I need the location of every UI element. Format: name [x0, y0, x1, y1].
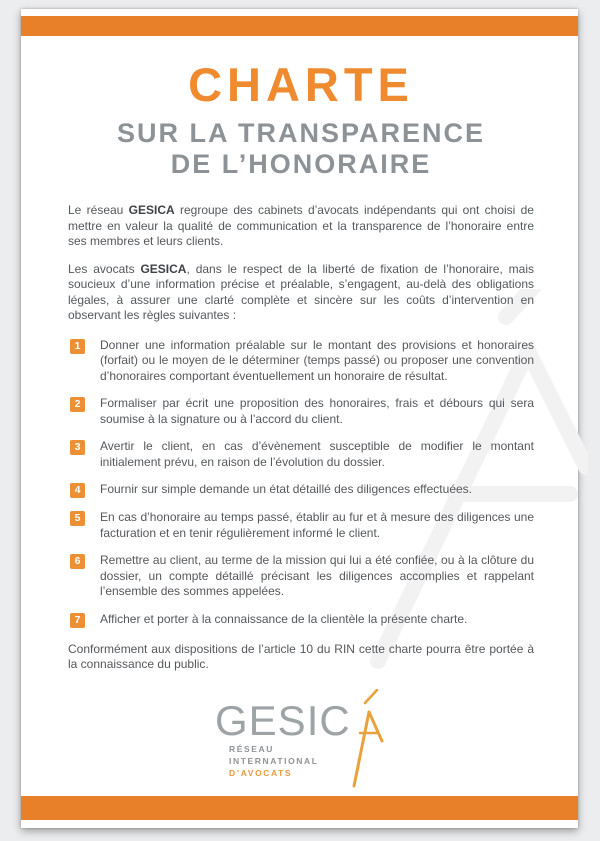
- intro-paragraph-1: [68, 203, 534, 250]
- rule-number-badge: 7: [70, 613, 85, 628]
- rule-number-badge: 5: [70, 511, 85, 526]
- gesica-logo: [215, 691, 387, 791]
- intro-2-post: , dans le respect de la liberté de fixation de l’honoraire, mais soucieux d’une information précise et préalable, s’engagent, au-delà des obligations légales, à assurer une clarté complète et sincère sur les coûts d’intervention en observant les règles suivantes :: [68, 261, 534, 322]
- page-title: CHARTE: [188, 58, 414, 111]
- tagline-reseau: RÉSEAU: [229, 743, 275, 754]
- rule-item-1: [68, 338, 534, 385]
- intro-1-pre: Le réseau: [68, 203, 129, 217]
- rule-text: En cas d’honoraire au temps passé, établir au fur et à mesure des diligences une facturation et en tenir régulièrement informé le client.: [100, 510, 534, 540]
- rule-text: Formaliser par écrit une proposition des honoraires, frais et débours qui sera soumise à la signature ou à l’accord du client.: [100, 396, 534, 426]
- closing-paragraph: Conformément aux dispositions de l’article 10 du RIN cette charte pourra être portée à la connaissance du public.: [68, 641, 534, 671]
- rule-number-badge: 6: [70, 554, 85, 569]
- rule-item-5: [68, 510, 534, 541]
- rule-item-4: [68, 482, 534, 498]
- rules-list: [68, 338, 534, 628]
- gesica-name-bold: GESICA: [140, 261, 187, 276]
- rule-number-badge: 1: [70, 339, 85, 354]
- gesica-tagline: [229, 743, 319, 779]
- rule-text: Afficher et porter à la connaissance de la clientèle la présente charte.: [100, 611, 468, 626]
- tagline-international: INTERNATIONAL: [229, 755, 319, 766]
- page-subtitle-line2: DE L’HONORAIRE: [170, 149, 432, 179]
- rule-text: Fournir sur simple demande un état détaillé des diligences effectuées.: [100, 482, 472, 496]
- document-page: [21, 9, 578, 828]
- gesica-logo-text: GESIC: [215, 696, 351, 744]
- gesica-name-bold: GESICA: [128, 203, 175, 217]
- rule-number-badge: 2: [70, 397, 85, 412]
- intro-paragraph-2: [68, 262, 534, 324]
- rule-item-6: [68, 553, 534, 600]
- rule-number-badge: 3: [70, 440, 85, 455]
- rule-text: Donner une information préalable sur le montant des provisions et honoraires (forfait) ou le moyen de le déterminer (temps passé) ou proposer une convention d’honoraires comportant éventuellement un honoraire de résultat.: [100, 337, 534, 383]
- page-subtitle-line1: SUR LA TRANSPARENCE: [116, 118, 485, 148]
- charter-content: [68, 9, 534, 791]
- rule-text: Avertir le client, en cas d’évènement susceptible de modifier le montant initialement prévu, en raison de l’évolution du dossier.: [100, 439, 534, 469]
- intro-1-post: regroupe des cabinets d’avocats indépendants qui ont choisi de mettre en valeur la qualité de communication et la transparence de l’honoraire entre ses membres et leurs clients.: [68, 203, 534, 248]
- rule-item-3: [68, 439, 534, 470]
- intro-2-pre: Les avocats: [68, 261, 141, 276]
- tagline-davocats: D’AVOCATS: [229, 767, 293, 778]
- rule-text: Remettre au client, au terme de la mission qui lui a été confiée, ou à la clôture du dossier, un compte détaillé précisant les diligences accomplies et rappelant l’ensemble des sommes appelées.: [100, 553, 534, 598]
- rule-item-2: [68, 396, 534, 427]
- rule-item-7: [68, 612, 534, 628]
- gesica-logo-a-glyph: [351, 689, 387, 794]
- bottom-orange-bar: [21, 796, 578, 820]
- rule-number-badge: 4: [70, 483, 85, 498]
